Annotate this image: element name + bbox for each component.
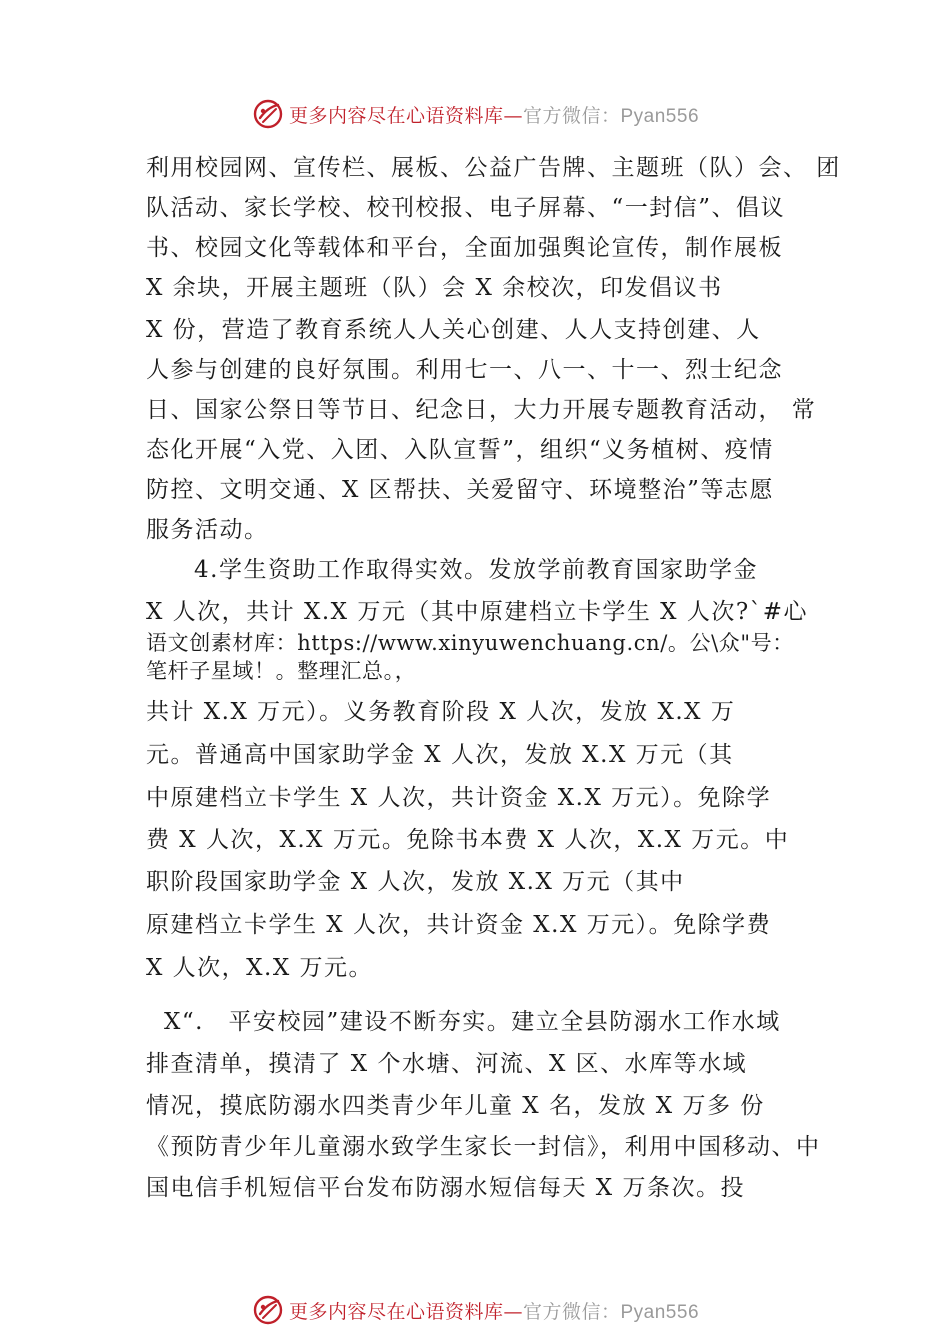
text-line: 共计 X.X 万元）。义务教育阶段 X 人次，发放 X.X 万 bbox=[146, 699, 736, 725]
header-watermark bbox=[0, 94, 950, 134]
text-line: 国电信手机短信平台发布防溺水短信每天 X 万条次。投 bbox=[146, 1175, 745, 1201]
watermark-wechat: Pyan556 bbox=[620, 105, 700, 127]
watermark-site: 更多内容尽在心语资料库 bbox=[288, 104, 504, 127]
text-line: 《预防青少年儿童溺水致学生家长一封信》，利用中国移动、中 bbox=[146, 1134, 821, 1160]
text-line: 情况，摸底防溺水四类青少年儿童 X 名，发放 X 万多 份 bbox=[146, 1093, 765, 1119]
watermark-dash: — bbox=[503, 104, 523, 127]
text-line: 利用校园网、宣传栏、展板、公益广告牌、主题班（队）会、 团 bbox=[146, 155, 841, 181]
text-line: 中原建档立卡学生 X 人次，共计资金 X.X 万元）。免除学 bbox=[146, 785, 772, 811]
text-line: 元。普通高中国家助学金 X 人次，发放 X.X 万元（其 bbox=[146, 742, 734, 768]
pen-logo-icon bbox=[251, 97, 285, 131]
text-line: 人参与创建的良好氛围。利用七一、八一、十一、烈士纪念 bbox=[146, 357, 783, 383]
inserted-text-line: 笔杆子星域！。整理汇总。， bbox=[146, 659, 417, 683]
pen-logo-icon bbox=[251, 1293, 285, 1327]
section-heading: X“. 平安校园”建设不断夯实。建立全县防溺水工作水域 bbox=[164, 1009, 781, 1035]
watermark-text bbox=[289, 1297, 699, 1324]
text-line: 费 X 人次，X.X 万元。免除书本费 X 人次，X.X 万元。中 bbox=[146, 827, 790, 853]
text-line: 书、校园文化等载体和平台，全面加强舆论宣传，制作展板 bbox=[146, 235, 783, 261]
text-line: X 人次，共计 X.X 万元（其中原建档立卡学生 X 人次?`#心 bbox=[146, 599, 808, 625]
text-line: 职阶段国家助学金 X 人次，发放 X.X 万元（其中 bbox=[146, 869, 685, 895]
text-line: 队活动、家长学校、校刊校报、电子屏幕、“一封信”、倡议 bbox=[146, 195, 786, 221]
watermark-wechat: Pyan556 bbox=[620, 1301, 700, 1323]
text-line: 原建档立卡学生 X 人次，共计资金 X.X 万元）。免除学费 bbox=[146, 912, 772, 938]
text-line: 日、国家公祭日等节日、纪念日，大力开展专题教育活动， 常 bbox=[146, 397, 817, 423]
watermark-text bbox=[289, 101, 699, 128]
text-line: 排查清单，摸清了 X 个水塘、河流、X 区、水库等水域 bbox=[146, 1051, 748, 1077]
watermark-label: 官方微信： bbox=[522, 104, 621, 127]
section-heading: 4.学生资助工作取得实效。发放学前教育国家助学金 bbox=[194, 557, 758, 583]
watermark-dash: — bbox=[503, 1300, 523, 1323]
text-line: X 人次，X.X 万元。 bbox=[146, 955, 374, 981]
text-line: X 余块，开展主题班（队）会 X 余校次，印发倡议书 bbox=[146, 275, 723, 301]
text-line: 态化开展“入党、入团、入队宣誓”，组织“义务植树、疫情 bbox=[146, 437, 774, 463]
watermark-label: 官方微信： bbox=[522, 1300, 621, 1323]
inserted-text-line: 语文创素材库：https://www.xinyuwenchuang.cn/。公\众"号： bbox=[146, 631, 794, 655]
footer-watermark bbox=[0, 1290, 950, 1330]
text-line: 防控、文明交通、X 区帮扶、关爱留守、环境整治”等志愿 bbox=[146, 477, 774, 503]
text-line: X 份，营造了教育系统人人关心创建、人人支持创建、人 bbox=[146, 317, 761, 343]
text-line: 服务活动。 bbox=[146, 517, 269, 543]
watermark-site: 更多内容尽在心语资料库 bbox=[288, 1300, 504, 1323]
